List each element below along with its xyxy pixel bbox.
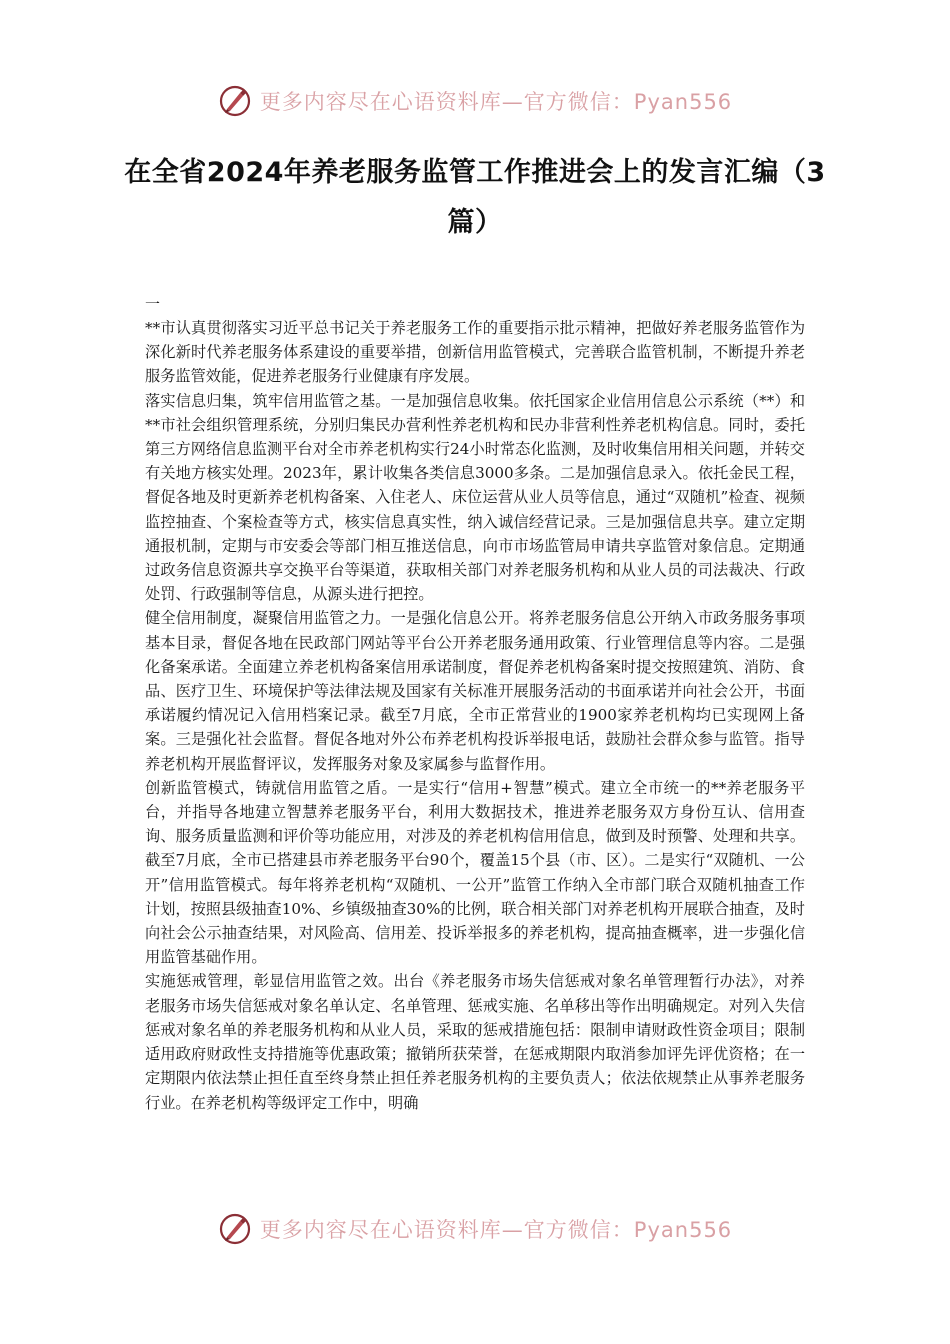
header-watermark [0,84,950,118]
section-number: 一 [145,295,161,313]
pen-nib-icon [218,84,252,118]
document-title: 在全省2024年养老服务监管工作推进会上的发言汇编（3篇） [124,157,826,238]
paragraph: 健全信用制度，凝聚信用监管之力。一是强化信息公开。将养老服务信息公开纳入市政务服务事项基本目录，督促各地在民政部门网站等平台公开养老服务通用政策、行业管理信息等内容。二是强化备案承诺。全面建立养老机构备案信用承诺制度，督促养老机构备案时提交按照建筑、消防、食品、医疗卫生、环境保护等法律法规及国家有关标准开展服务活动的书面承诺并向社会公开，书面承诺履约情况记入信用档案记录。截至7月底，全市正常营业的1900家养老机构均已实现网上备案。三是强化社会监督。督促各地对外公布养老机构投诉举报电话，鼓励社会群众参与监管。指导养老机构开展监督评议，发挥服务对象及家属参与监督作用。 [145,609,805,773]
document-body [145,292,805,1115]
pen-nib-icon [218,1212,252,1246]
watermark-text: 更多内容尽在心语资料库—官方微信：Pyan556 [259,1218,733,1242]
paragraph: 落实信息归集，筑牢信用监管之基。一是加强信息收集。依托国家企业信用信息公示系统（**）和**市社会组织管理系统，分别归集民办营利性养老机构和民办非营利性养老机构信息。同时，委托第三方网络信息监测平台对全市养老机构实行24小时常态化监测，及时收集信用相关问题，并转交有关地方核实处理。2023年，累计收集各类信息3000多条。二是加强信息录入。依托金民工程，督促各地及时更新养老机构备案、入住老人、床位运营从业人员等信息，通过“双随机”检查、视频监控抽查、个案检查等方式，核实信息真实性，纳入诚信经营记录。三是加强信息共享。建立定期通报机制，定期与市安委会等部门相互推送信息，向市市场监管局申请共享监管对象信息。定期通过政务信息资源共享交换平台等渠道，获取相关部门对养老服务机构和从业人员的司法裁决、行政处罚、行政强制等信息，从源头进行把控。 [145,391,805,604]
paragraph: 实施惩戒管理，彰显信用监管之效。出台《养老服务市场失信惩戒对象名单管理暂行办法》，对养老服务市场失信惩戒对象名单认定、名单管理、惩戒实施、名单移出等作出明确规定。对列入失信惩戒对象名单的养老服务机构和从业人员，采取的惩戒措施包括：限制申请财政性资金项目；限制适用政府财政性支持措施等优惠政策；撤销所获荣誉，在惩戒期限内取消参加评先评优资格；在一定期限内依法禁止担任直至终身禁止担任养老服务机构的主要负责人；依法依规禁止从事养老服务行业。在养老机构等级评定工作中，明确 [145,972,805,1112]
paragraph: 创新监管模式，铸就信用监管之盾。一是实行“信用+智慧”模式。建立全市统一的**养老服务平台，并指导各地建立智慧养老服务平台，利用大数据技术，推进养老服务双方身份互认、信用查询、服务质量监测和评价等功能应用，对涉及的养老机构信用信息，做到及时预警、处理和共享。截至7月底，全市已搭建县市养老服务平台90个，覆盖15个县（市、区）。二是实行“双随机、一公开”信用监管模式。每年将养老机构“双随机、一公开”监管工作纳入全市部门联合双随机抽查工作计划，按照县级抽查10%、乡镇级抽查30%的比例，联合相关部门对养老机构开展联合抽查，及时向社会公示抽查结果，对风险高、信用差、投诉举报多的养老机构，提高抽查概率，进一步强化信用监管基础作用。 [145,778,805,967]
footer-watermark [0,1212,950,1246]
watermark-text: 更多内容尽在心语资料库—官方微信：Pyan556 [259,90,733,114]
paragraph: **市认真贯彻落实习近平总书记关于养老服务工作的重要指示批示精神，把做好养老服务监管作为深化新时代养老服务体系建设的重要举措，创新信用监管模式，完善联合监管机制，不断提升养老服务监管效能，促进养老服务行业健康有序发展。 [145,319,805,386]
